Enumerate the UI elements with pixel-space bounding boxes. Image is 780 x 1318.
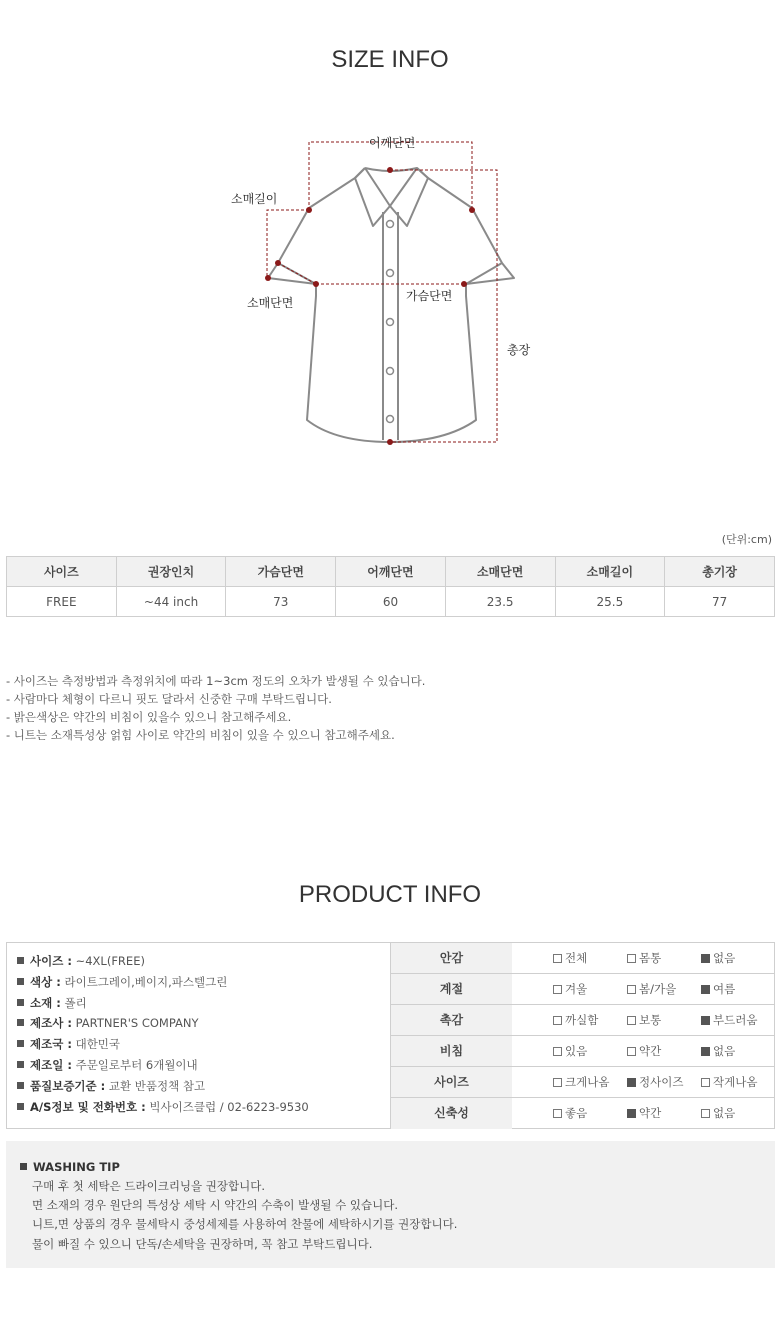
attribute-option-label: 없음: [713, 1044, 736, 1058]
detail-value: 주문일로부터 6개월이내: [75, 1057, 198, 1072]
attribute-option-label: 약간: [639, 1044, 662, 1058]
detail-manufacturer: [17, 1013, 390, 1034]
detail-country: [17, 1034, 390, 1055]
table-cell: 23.5: [445, 587, 555, 617]
detail-key: 제조사 :: [30, 1016, 72, 1031]
bullet-square-icon: [17, 1103, 24, 1110]
product-info-title: PRODUCT INFO: [298, 881, 482, 908]
attribute-option-label: 몸통: [639, 951, 662, 965]
detail-key: 제조일 :: [30, 1057, 72, 1072]
attribute-option-label: 좋음: [565, 1106, 588, 1120]
bullet-square-icon: [17, 1040, 24, 1047]
unchecked-box-icon: [553, 1047, 562, 1056]
attribute-option-label: 약간: [639, 1106, 662, 1120]
attribute-option-label: 보통: [639, 1013, 662, 1027]
detail-key: 제조국 :: [30, 1037, 72, 1052]
label-shoulder: 어깨단면: [369, 136, 416, 150]
detail-value: 교환 반품정책 참고: [108, 1078, 206, 1093]
shirt-outline: [268, 168, 514, 442]
detail-material: [17, 993, 390, 1014]
bullet-square-icon: [17, 957, 24, 964]
attribute-option: [627, 1098, 661, 1129]
table-cell: 25.5: [555, 587, 665, 617]
unchecked-box-icon: [553, 985, 562, 994]
header-cell: 어깨단면: [336, 557, 446, 587]
bullet-square-icon: [17, 1019, 24, 1026]
attribute-row: [391, 1005, 774, 1036]
attribute-option: [701, 1067, 757, 1098]
attribute-row: [391, 1067, 774, 1098]
header-cell: 총기장: [665, 557, 775, 587]
attribute-option-label: 겨울: [565, 982, 588, 996]
washing-tip-title: [20, 1158, 775, 1177]
detail-key: 소재 :: [30, 995, 61, 1010]
shirt-buttons: [387, 221, 394, 423]
attribute-option: [627, 974, 676, 1005]
header-cell: 소매단면: [445, 557, 555, 587]
checked-box-icon: [701, 985, 710, 994]
product-info-box: [6, 942, 775, 1129]
unchecked-box-icon: [701, 1078, 710, 1087]
unchecked-box-icon: [627, 985, 636, 994]
note-line: - 밝은색상은 약간의 비침이 있을수 있으니 참고해주세요.: [6, 710, 292, 724]
attribute-option: [627, 1067, 683, 1098]
washing-tip-line: 면 소재의 경우 원단의 특성상 세탁 시 약간의 수축이 발생될 수 있습니다.: [32, 1198, 399, 1213]
table-cell: ~44 inch: [116, 587, 226, 617]
washing-tip-line: 니트,면 상품의 경우 물세탁시 중성세제를 사용하여 찬물에 세탁하시기를 권장합니다.: [32, 1217, 458, 1232]
attribute-option: [627, 1036, 661, 1067]
header-cell: 가슴단면: [226, 557, 336, 587]
bullet-square-icon: [20, 1163, 27, 1170]
attribute-option: [701, 943, 735, 974]
detail-color: [17, 972, 390, 993]
detail-warranty: [17, 1076, 390, 1097]
product-attributes: [391, 943, 774, 1128]
attribute-label: 안감: [391, 943, 512, 973]
attribute-option: [627, 943, 661, 974]
unchecked-box-icon: [701, 1109, 710, 1118]
attribute-option-label: 부드러움: [713, 1013, 758, 1027]
detail-as-contact: [17, 1097, 390, 1118]
bullet-square-icon: [17, 999, 24, 1006]
detail-value: ~4XL(FREE): [75, 954, 145, 968]
label-sleeve-width: 소매단면: [247, 296, 294, 310]
checked-box-icon: [701, 954, 710, 963]
size-table: [6, 556, 775, 617]
table-cell: 77: [665, 587, 775, 617]
header-cell: 권장인치: [116, 557, 226, 587]
attribute-option: [553, 974, 587, 1005]
attribute-label: 비침: [391, 1036, 512, 1066]
detail-size: [17, 951, 390, 972]
attribute-label: 신축성: [391, 1098, 512, 1129]
detail-value: 빅사이즈클럽 / 02-6223-9530: [149, 1099, 309, 1114]
detail-key: 사이즈 :: [30, 954, 72, 968]
attribute-option: [553, 1005, 598, 1036]
attribute-option: [701, 974, 735, 1005]
unchecked-box-icon: [627, 954, 636, 963]
table-cell: FREE: [7, 587, 117, 617]
label-sleeve-length: 소매길이: [231, 192, 278, 206]
unchecked-box-icon: [553, 1109, 562, 1118]
unchecked-box-icon: [553, 954, 562, 963]
header-cell: 사이즈: [7, 557, 117, 587]
attribute-option-label: 봄/가을: [639, 982, 677, 996]
attribute-option: [701, 1036, 735, 1067]
attribute-option: [553, 1098, 587, 1129]
header-cell: 소매길이: [555, 557, 665, 587]
attribute-row: [391, 974, 774, 1005]
attribute-option-label: 전체: [565, 951, 588, 965]
size-info-title: SIZE INFO: [331, 46, 449, 73]
table-cell: 73: [226, 587, 336, 617]
measurement-points: [265, 167, 475, 445]
attribute-option: [701, 1005, 757, 1036]
detail-value: 폴리: [64, 995, 87, 1010]
attribute-option: [553, 1067, 609, 1098]
table-row: [7, 587, 775, 617]
attribute-option-label: 크게나옴: [565, 1075, 610, 1089]
bullet-square-icon: [17, 978, 24, 985]
attribute-option-label: 정사이즈: [639, 1075, 684, 1089]
attribute-option-label: 있음: [565, 1044, 588, 1058]
size-table-header: [7, 557, 775, 587]
washing-tip-line: 구매 후 첫 세탁은 드라이크리닝을 권장합니다.: [32, 1179, 266, 1193]
detail-key: 색상 :: [30, 974, 61, 989]
detail-key: 품질보증기준 :: [30, 1078, 106, 1093]
detail-date: [17, 1055, 390, 1076]
bullet-square-icon: [17, 1061, 24, 1068]
unit-label: (단위:cm): [721, 533, 772, 546]
checked-box-icon: [701, 1016, 710, 1025]
attribute-option: [553, 1036, 587, 1067]
detail-value: 대한민국: [75, 1037, 121, 1052]
label-chest: 가슴단면: [406, 289, 453, 303]
note-line: - 사이즈는 측정방법과 측정위치에 따라 1~3cm 정도의 오차가 발생될 수 있습니다.: [6, 674, 426, 688]
unchecked-box-icon: [553, 1078, 562, 1087]
checked-box-icon: [627, 1078, 636, 1087]
attribute-option-label: 여름: [713, 982, 736, 996]
attribute-label: 계절: [391, 974, 512, 1004]
label-total-length: 총장: [507, 343, 531, 357]
attribute-option: [701, 1098, 735, 1129]
attribute-row: [391, 1036, 774, 1067]
size-notes: [6, 672, 425, 744]
product-details: [7, 943, 391, 1128]
note-line: - 니트는 소재특성상 얽힘 사이로 약간의 비침이 있을 수 있으니 참고해주세요.: [6, 728, 395, 742]
shirt-measurement-diagram: [0, 120, 780, 460]
attribute-label: 사이즈: [391, 1067, 512, 1097]
attribute-option: [627, 1005, 661, 1036]
attribute-option: [553, 943, 587, 974]
attribute-option-label: 없음: [713, 951, 736, 965]
washing-tip-title-text: WASHING TIP: [33, 1160, 120, 1174]
checked-box-icon: [627, 1109, 636, 1118]
checked-box-icon: [701, 1047, 710, 1056]
attribute-option-label: 까실함: [565, 1013, 599, 1027]
attribute-option-label: 없음: [713, 1106, 736, 1120]
attribute-option-label: 작게나옴: [713, 1075, 758, 1089]
unchecked-box-icon: [627, 1047, 636, 1056]
washing-tip-box: [6, 1141, 775, 1268]
attribute-label: 촉감: [391, 1005, 512, 1035]
unchecked-box-icon: [627, 1016, 636, 1025]
detail-value: PARTNER'S COMPANY: [75, 1016, 199, 1031]
washing-tip-line: 물이 빠질 수 있으니 단독/손세탁을 권장하며, 꼭 참고 부탁드립니다.: [32, 1236, 373, 1251]
detail-value: 라이트그레이,베이지,파스텔그린: [64, 974, 228, 989]
bullet-square-icon: [17, 1082, 24, 1089]
unchecked-box-icon: [553, 1016, 562, 1025]
attribute-row: [391, 943, 774, 974]
detail-key: A/S정보 및 전화번호 :: [30, 1099, 146, 1114]
table-cell: 60: [336, 587, 446, 617]
attribute-row: [391, 1098, 774, 1129]
note-line: - 사람마다 체형이 다르니 핏도 달라서 신중한 구매 부탁드립니다.: [6, 692, 332, 706]
